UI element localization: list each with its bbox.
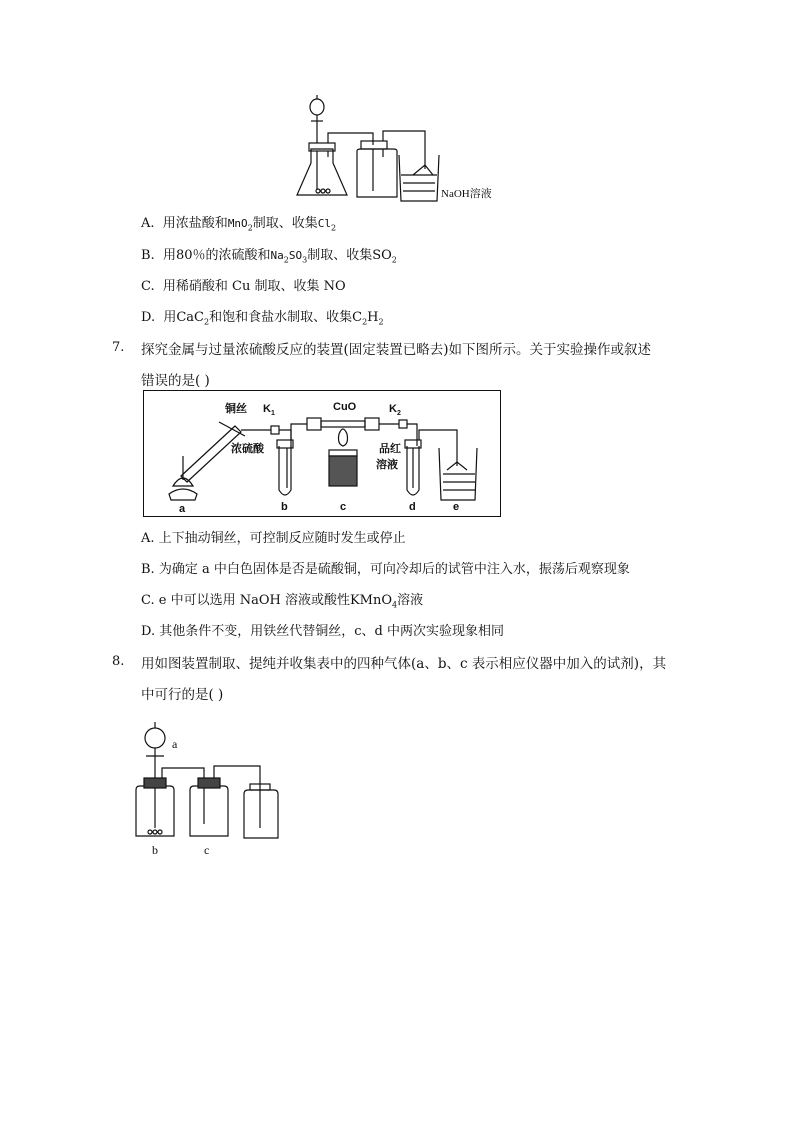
q7-stem-line2: 错误的是( ) — [141, 373, 210, 389]
label-d: d — [409, 501, 416, 513]
figure-q8-apparatus — [132, 722, 282, 860]
q6-option-d: D. 用CaC$_2$和饱和食盐水制取、收集$C_2H_2$ — [141, 310, 384, 327]
q7-stem-line1: 探究金属与过量浓硫酸反应的装置(固定装置已略去)如下图所示。关于实验操作或叙述 — [141, 342, 652, 358]
q6-option-c: C. 用稀硝酸和 Cu 制取、收集 NO — [141, 279, 346, 294]
label-a: a — [172, 737, 178, 751]
label-a: a — [179, 503, 186, 515]
label-pinhong-2: 溶液 — [376, 459, 398, 471]
label-cuo: CuO — [333, 401, 357, 413]
label-copper-wire: 铜丝 — [225, 403, 247, 415]
label-c: c — [340, 501, 347, 513]
label-conc-sulfuric: 浓硫酸 — [231, 443, 264, 455]
q6-option-a: A. 用浓盐酸和MnO$_2$制取、收集$Cl_2$ — [141, 216, 337, 233]
q8-stem-line1: 用如图装置制取、提纯并收集表中的四种气体(a、b、c 表示相应仪器中加入的试剂)，其 — [141, 656, 667, 672]
naoh-label: NaOH溶液 — [441, 188, 492, 200]
label-k2-sub: 2 — [397, 410, 401, 417]
figure-q7-apparatus — [143, 390, 501, 518]
q6-option-b: B. 用80％的浓硫酸和$Na_2SO_3$制取、收集$SO_2$ — [141, 248, 397, 265]
label-k2: K — [389, 403, 397, 415]
label-k1-sub: 1 — [271, 410, 275, 417]
q7-option-a: A. 上下抽动铜丝，可控制反应随时发生或停止 — [141, 531, 406, 546]
q7-option-c: C. e 中可以选用 NaOH 溶液或酸性KMnO$_4$溶液 — [141, 593, 424, 610]
q7-number: 7. — [112, 340, 125, 355]
label-e: e — [453, 501, 460, 513]
label-b: b — [281, 501, 288, 513]
q7-option-b: B. 为确定 a 中白色固体是否是硫酸铜，可向冷却后的试管中注入水，振荡后观察现象 — [141, 562, 630, 577]
label-b: b — [152, 843, 158, 857]
label-pinhong-1: 品红 — [379, 443, 401, 455]
label-c: c — [204, 843, 210, 857]
q7-option-d: D. 其他条件不变，用铁丝代替铜丝，c、d 中两次实验现象相同 — [141, 624, 504, 639]
q8-stem-line2: 中可行的是( ) — [141, 687, 224, 703]
q8-number: 8. — [112, 654, 125, 669]
figure-gas-apparatus-1 — [295, 93, 535, 205]
label-k1: K — [263, 403, 271, 415]
